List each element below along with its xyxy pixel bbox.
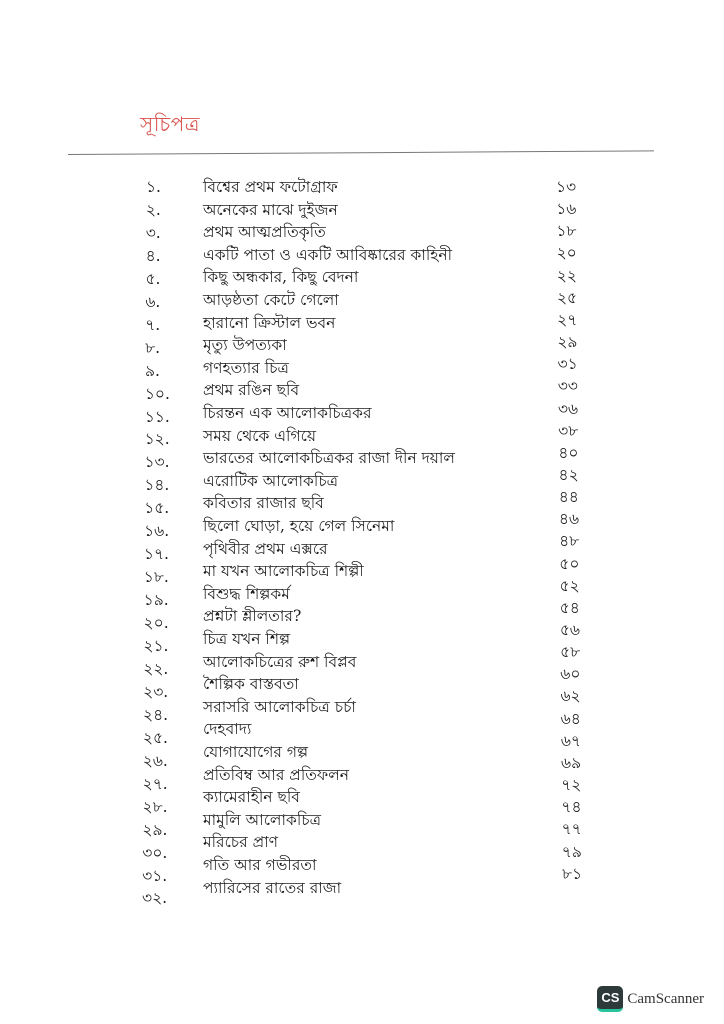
toc-item-number: ১৮. bbox=[143, 568, 169, 587]
toc-item-number: ৯. bbox=[144, 361, 160, 380]
toc-item-page: ২২ bbox=[556, 266, 577, 285]
toc-item-number: ৪. bbox=[145, 246, 161, 265]
toc-row bbox=[0, 443, 724, 472]
toc-item-title: প্যারিসের রাতের রাজা bbox=[203, 878, 342, 897]
toc-item-page: ৭২ bbox=[561, 776, 582, 795]
toc-item-page: ৫২ bbox=[559, 576, 580, 595]
toc-item-number: ২৬. bbox=[142, 751, 168, 770]
toc-item-page: ৪৬ bbox=[558, 510, 580, 529]
toc-item-title: এরোটিক আলোকচিত্র bbox=[203, 471, 339, 490]
toc-item-page: ৮১ bbox=[562, 864, 583, 883]
toc-row bbox=[0, 266, 724, 289]
toc-item-number: ৩১. bbox=[142, 866, 168, 885]
toc-item-page: ৬৭ bbox=[560, 731, 581, 750]
toc-item-number: ৩০. bbox=[142, 843, 168, 862]
toc-row bbox=[0, 421, 724, 449]
toc-item-number: ১১. bbox=[144, 407, 170, 426]
toc-item-title: দেহবাদ্য bbox=[203, 720, 252, 739]
toc-row bbox=[0, 379, 724, 402]
toc-item-page: ৫৪ bbox=[559, 598, 580, 617]
toc-item-number: ২৯. bbox=[142, 820, 168, 839]
toc-item-number: ১৯. bbox=[143, 591, 169, 610]
toc-item-number: ৩২. bbox=[142, 889, 168, 908]
toc-item-title: মৃত্যু উপত্যকা bbox=[203, 336, 287, 355]
toc-row bbox=[0, 399, 724, 426]
toc-item-title: মরিচের প্রাণ bbox=[203, 833, 279, 852]
toc-item-page: ৪৪ bbox=[558, 488, 579, 507]
toc-row bbox=[0, 244, 724, 267]
camscanner-brand-text: CamScanner bbox=[627, 990, 704, 1007]
toc-item-number: ৫. bbox=[145, 269, 161, 288]
toc-item-title: বিশ্বের প্রথম ফটোগ্রাফ bbox=[203, 178, 338, 196]
toc-item-title: মামুলি আলোকচিত্র bbox=[203, 810, 322, 829]
toc-item-title: আলোকচিত্রের রুশ বিপ্লব bbox=[203, 652, 357, 671]
toc-item-title: কবিতার রাজার ছবি bbox=[203, 494, 324, 513]
toc-item-number: ২১. bbox=[143, 637, 169, 655]
toc-item-page: ২৫ bbox=[556, 288, 578, 307]
toc-item-number: ২৪. bbox=[143, 705, 169, 724]
toc-item-page: ৪০ bbox=[558, 443, 579, 462]
toc-item-number: ১২. bbox=[144, 430, 170, 449]
toc-item-title: প্রথম রঙিন ছবি bbox=[203, 381, 300, 400]
toc-item-page: ৫০ bbox=[559, 554, 580, 573]
toc-item-number: ১৩. bbox=[144, 453, 170, 472]
toc-item-title: প্রতিবিম্ব আর প্রতিফলন bbox=[203, 765, 350, 784]
toc-item-number: ৭. bbox=[145, 315, 161, 334]
toc-row bbox=[0, 176, 724, 199]
toc-item-page: ৭৭ bbox=[561, 820, 582, 839]
toc-item-page: ৩৮ bbox=[558, 421, 579, 440]
page-title: সূচিপত্র bbox=[140, 112, 200, 136]
toc-item-title: মা যখন আলোকচিত্র শিল্পী bbox=[203, 562, 364, 581]
toc-item-number: ৮. bbox=[145, 338, 161, 357]
toc-item-number: ২২. bbox=[143, 659, 169, 678]
toc-item-title: কিছু অন্ধকার, কিছু বেদনা bbox=[203, 268, 359, 287]
toc-item-page: ২০ bbox=[556, 244, 577, 263]
toc-item-title: ক্যামেরাহীন ছবি bbox=[203, 788, 300, 807]
toc-item-number: ২০. bbox=[143, 614, 169, 633]
toc-row bbox=[0, 510, 724, 541]
toc-row bbox=[0, 312, 724, 335]
toc-item-number: ১. bbox=[146, 178, 161, 196]
toc-item-title: চিত্র যখন শিল্প bbox=[203, 630, 291, 648]
toc-row bbox=[0, 465, 724, 495]
toc-item-page: ৫৬ bbox=[559, 621, 580, 639]
toc-item-number: ২৭. bbox=[142, 774, 168, 793]
toc-item-number: ১৫. bbox=[144, 499, 170, 518]
toc-item-number: ২৩. bbox=[143, 682, 169, 701]
title-divider bbox=[68, 150, 654, 155]
toc-item-number: ২৫. bbox=[142, 728, 168, 747]
toc-item-page: ৩১ bbox=[557, 355, 578, 374]
toc-item-title: চিরন্তন এক আলোকচিত্রকর bbox=[203, 404, 372, 422]
toc-item-title: প্রথম আত্মপ্রতিকৃতি bbox=[203, 223, 326, 242]
toc-item-page: ৩৬ bbox=[557, 399, 579, 418]
toc-row bbox=[0, 357, 724, 380]
toc-row bbox=[0, 334, 724, 357]
toc-item-number: ৩. bbox=[145, 223, 161, 242]
toc-item-title: যোগাযোগের গল্প bbox=[203, 743, 309, 761]
toc-row bbox=[0, 199, 724, 222]
toc-row bbox=[0, 221, 724, 244]
toc-item-page: ৬০ bbox=[560, 665, 581, 684]
toc-item-title: সরাসরি আলোকচিত্র চর্চা bbox=[203, 697, 356, 716]
toc-item-number: ৬. bbox=[145, 292, 161, 311]
toc-item-page: ৬৯ bbox=[561, 753, 582, 772]
toc-item-title: গতি আর গভীরতা bbox=[203, 856, 317, 874]
toc-row bbox=[0, 488, 724, 518]
toc-item-page: ১৬ bbox=[556, 200, 577, 219]
toc-item-page: ৭৪ bbox=[561, 798, 582, 817]
toc-item-title: ভারতের আলোকচিত্রকর রাজা দীন দয়াল bbox=[203, 449, 455, 468]
toc-item-title: হারানো ক্রিস্টাল ভবন bbox=[203, 313, 336, 332]
toc-item-page: ৩৩ bbox=[557, 377, 578, 396]
toc-item-page: ১৩ bbox=[556, 178, 577, 196]
toc-item-number: ১০. bbox=[144, 384, 170, 403]
toc-item-number: ২. bbox=[145, 200, 161, 219]
toc-item-title: অনেকের মাঝে দুইজন bbox=[203, 200, 338, 219]
toc-item-title: ছিলো ঘোড়া, হয়ে গেল সিনেমা bbox=[203, 517, 395, 535]
toc-item-page: ১৮ bbox=[556, 222, 577, 241]
toc-item-page: ৪২ bbox=[558, 465, 579, 484]
toc-item-page: ৬২ bbox=[560, 687, 581, 706]
toc-item-title: সময় থেকে এগিয়ে bbox=[203, 426, 316, 445]
toc-item-number: ১৪. bbox=[144, 476, 170, 495]
toc-item-page: ৬৪ bbox=[560, 709, 581, 728]
toc-item-title: পৃথিবীর প্রথম এক্সরে bbox=[203, 539, 328, 558]
toc-item-title: গণহত্যার চিত্র bbox=[203, 358, 289, 377]
toc-item-number: ১৬. bbox=[144, 522, 170, 541]
toc-item-title: বিশুদ্ধ শিল্পকর্ম bbox=[203, 584, 290, 603]
toc-item-page: ২৯ bbox=[557, 333, 578, 352]
toc-row bbox=[0, 289, 724, 312]
toc-item-page: ২৭ bbox=[557, 310, 578, 329]
camscanner-watermark bbox=[597, 986, 704, 1012]
toc-item-title: একটি পাতা ও একটি আবিষ্কারের কাহিনী bbox=[203, 245, 453, 264]
toc-item-title: শৈল্পিক বাস্তবতা bbox=[203, 675, 299, 694]
toc-item-page: ৫৮ bbox=[560, 643, 581, 662]
toc-item-page: ৪৮ bbox=[559, 532, 580, 551]
toc-item-title: আড়ষ্ঠতা কেটে গেলো bbox=[203, 291, 339, 309]
toc-item-page: ৭৯ bbox=[561, 842, 582, 861]
camscanner-logo-icon: CS bbox=[597, 986, 623, 1012]
toc-item-number: ১৭. bbox=[143, 545, 169, 564]
toc-item-title: প্রশ্নটা শ্লীলতার? bbox=[203, 607, 302, 626]
toc-item-number: ২৮. bbox=[142, 797, 168, 816]
